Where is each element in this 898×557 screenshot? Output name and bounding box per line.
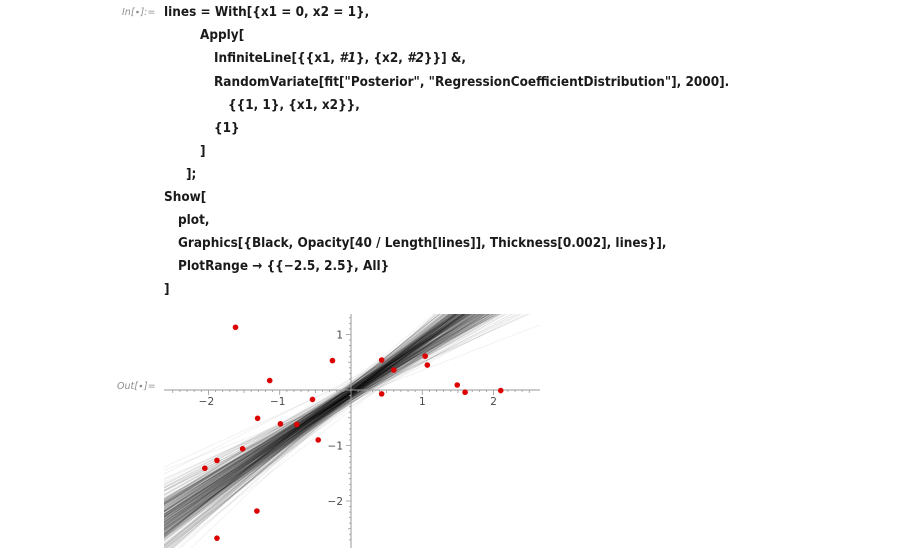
data-point	[255, 416, 261, 422]
data-point	[240, 446, 246, 452]
data-point	[233, 324, 239, 330]
code-line: {1}	[214, 121, 240, 136]
x-tick-label: 2	[490, 396, 497, 408]
code-line: InfiniteLine[{{x1, #1}, {x2, #2}}] &,	[214, 51, 467, 66]
data-point	[454, 382, 460, 388]
y-tick-label: 1	[336, 329, 343, 342]
data-point	[462, 389, 468, 395]
data-point	[278, 421, 284, 427]
data-point	[267, 378, 273, 384]
output-cell-label: Out[∙]=	[117, 381, 156, 392]
code-line: ]	[164, 282, 170, 297]
data-point	[214, 535, 220, 541]
code-line: plot,	[178, 213, 210, 228]
data-point	[422, 353, 428, 359]
data-point	[214, 458, 220, 464]
x-tick-label: −1	[269, 396, 286, 408]
x-tick-label: 1	[418, 396, 426, 408]
code-line: {{1, 1}, {x1, x2}},	[228, 98, 360, 113]
data-points	[202, 324, 503, 540]
code-line: Show[	[164, 190, 207, 205]
data-point	[310, 397, 316, 403]
code-line: lines = With[{x1 = 0, x2 = 1},	[164, 5, 370, 20]
x-tick-label: −2	[198, 396, 215, 408]
y-tick-label: −1	[327, 440, 343, 453]
code-line: ]	[200, 144, 206, 159]
code-line: ];	[186, 167, 197, 182]
data-point	[254, 508, 260, 514]
data-point	[330, 358, 336, 364]
code-line: Apply[	[200, 28, 245, 43]
code-line: Graphics[{Black, Opacity[40 / Length[lines]], Thickness[0.002], lines}],	[178, 236, 667, 251]
data-point	[202, 465, 208, 471]
data-point	[498, 388, 504, 394]
data-point	[424, 362, 430, 368]
data-point	[315, 437, 321, 443]
data-point	[379, 357, 385, 363]
data-point	[294, 422, 300, 428]
code-line: RandomVariate[fit["Posterior", "RegressionCoefficientDistribution"], 2000].	[214, 75, 730, 90]
data-point	[391, 367, 397, 373]
code-line: PlotRange → {{−2.5, 2.5}, All}	[178, 259, 390, 274]
data-point	[379, 391, 385, 397]
input-cell-label: In[∙]:=	[122, 7, 156, 18]
y-tick-label: −2	[327, 496, 343, 508]
